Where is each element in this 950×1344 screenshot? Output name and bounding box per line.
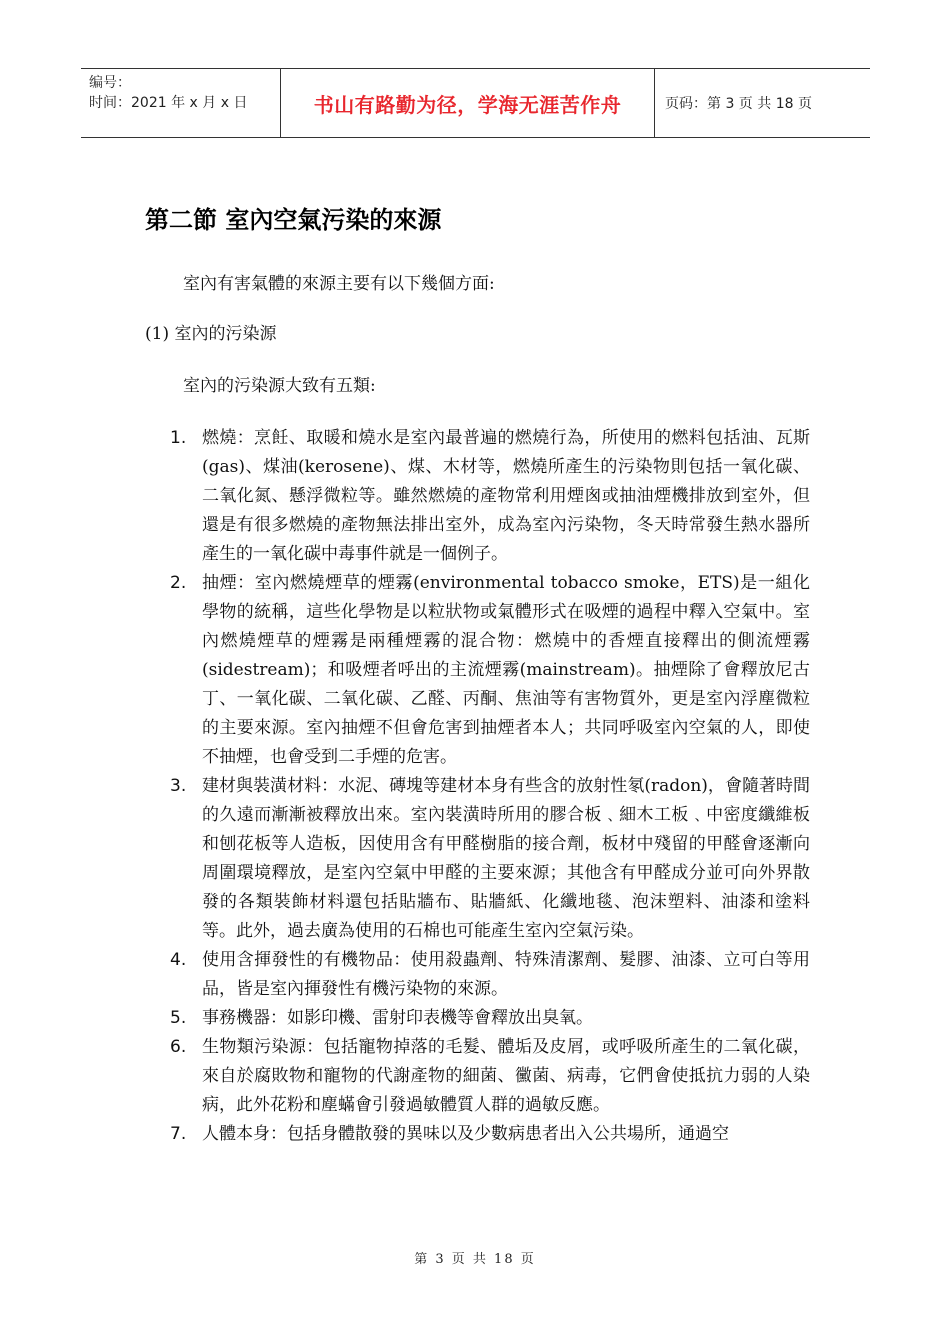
list-item-number: 6. [170,1037,187,1057]
list-item-number: 1. [170,428,187,448]
list-item-number: 2. [170,573,187,593]
list-item-text: 使用含揮發性的有機物品：使用殺蟲劑、特殊清潔劑、髮膠、油漆、立可白等用品，皆是室內揮發性有機污染物的來源。 [202,950,810,999]
list-item [170,772,810,946]
list-item [170,1033,810,1120]
list-item [170,1004,810,1033]
list-item-number: 3. [170,776,187,796]
list-item-number: 7. [170,1124,187,1144]
list-item-text: 事務機器：如影印機、雷射印表機等會釋放出臭氧。 [202,1008,593,1028]
page-header [81,68,870,138]
list-item [170,569,810,772]
list-item [170,424,810,569]
section-title: 第二節 室內空氣污染的來源 [145,205,442,234]
header-number-label: 编号： [89,75,131,91]
list-item-number: 4. [170,950,187,970]
header-motto: 书山有路勤为径，学海无涯苦作舟 [281,69,655,137]
header-date-label: 时间：2021 年 x 月 x 日 [89,95,248,111]
list-item-text: 抽煙：室內燃燒煙草的煙霧(environmental tobacco smoke，ETS)是一組化學物的統稱，這些化學物是以粒狀物或氣體形式在吸煙的過程中釋入空氣中。室內燃燒煙草的煙霧是兩種煙霧的混合物：燃燒中的香煙直接釋出的側流煙霧(sidestream)；和吸煙者呼出的主流煙霧(mainstream)。抽煙除了會釋放尼古丁、一氧化碳、二氧化碳、乙醛、丙酮、焦油等有害物質外，更是室內浮塵微粒的主要來源。室內抽煙不但會危害到抽煙者本人；共同呼吸室內空氣的人，即使不抽煙，也會受到二手煙的危害。 [202,573,810,767]
list-item-text: 人體本身：包括身體散發的異味以及少數病患者出入公共場所，通過空 [202,1124,729,1144]
list-item-text: 建材與裝潢材料：水泥、磚塊等建材本身有些含的放射性氡(radon)，會隨著時間的久遠而漸漸被釋放出來。室內裝潢時所用的膠合板﹑細木工板﹑中密度纖維板和刨花板等人造板，因使用含有甲醛樹脂的接合劑，板材中殘留的甲醛會逐漸向周圍環境釋放，是室內空氣中甲醛的主要來源；其他含有甲醛成分並可向外界散發的各類裝飾材料還包括貼牆布、貼牆紙、化纖地毯、泡沫塑料、油漆和塗料等。此外，過去廣為使用的石棉也可能產生室內空氣污染。 [202,776,810,941]
header-page-info: 页码：第 3 页 共 18 页 [665,96,812,112]
list-item-text: 生物類污染源：包括寵物掉落的毛髮、體垢及皮屑，或呼吸所產生的二氧化碳，來自於腐敗物和寵物的代謝產物的細菌、黴菌、病毒，它們會使抵抗力弱的人染病，此外花粉和塵蟎會引發過敏體質人群的過敏反應。 [202,1037,810,1115]
page-footer: 第 3 页 共 18 页 [414,1252,536,1267]
header-meta [81,69,281,137]
list-item-text: 燃燒：烹飪、取暖和燒水是室內最普遍的燃燒行為，所使用的燃料包括油、瓦斯(gas)、煤油(kerosene)、煤、木材等，燃燒所產生的污染物則包括一氧化碳、二氧化氮、懸浮微粒等。雖然燃燒的產物常利用煙囪或抽油煙機排放到室外，但還是有很多燃燒的產物無法排出室外，成為室內污染物，冬天時常發生熱水器所產生的一氧化碳中毒事件就是一個例子。 [202,428,810,564]
pollution-source-list [170,424,810,1149]
list-item [170,1120,810,1149]
list-item-number: 5. [170,1008,187,1028]
intro-paragraph: 室內有害氣體的來源主要有以下幾個方面: [183,274,495,294]
list-item [170,946,810,1004]
subsection-intro: 室內的污染源大致有五類: [183,376,376,396]
subsection-heading: (1) 室內的污染源 [145,324,277,344]
